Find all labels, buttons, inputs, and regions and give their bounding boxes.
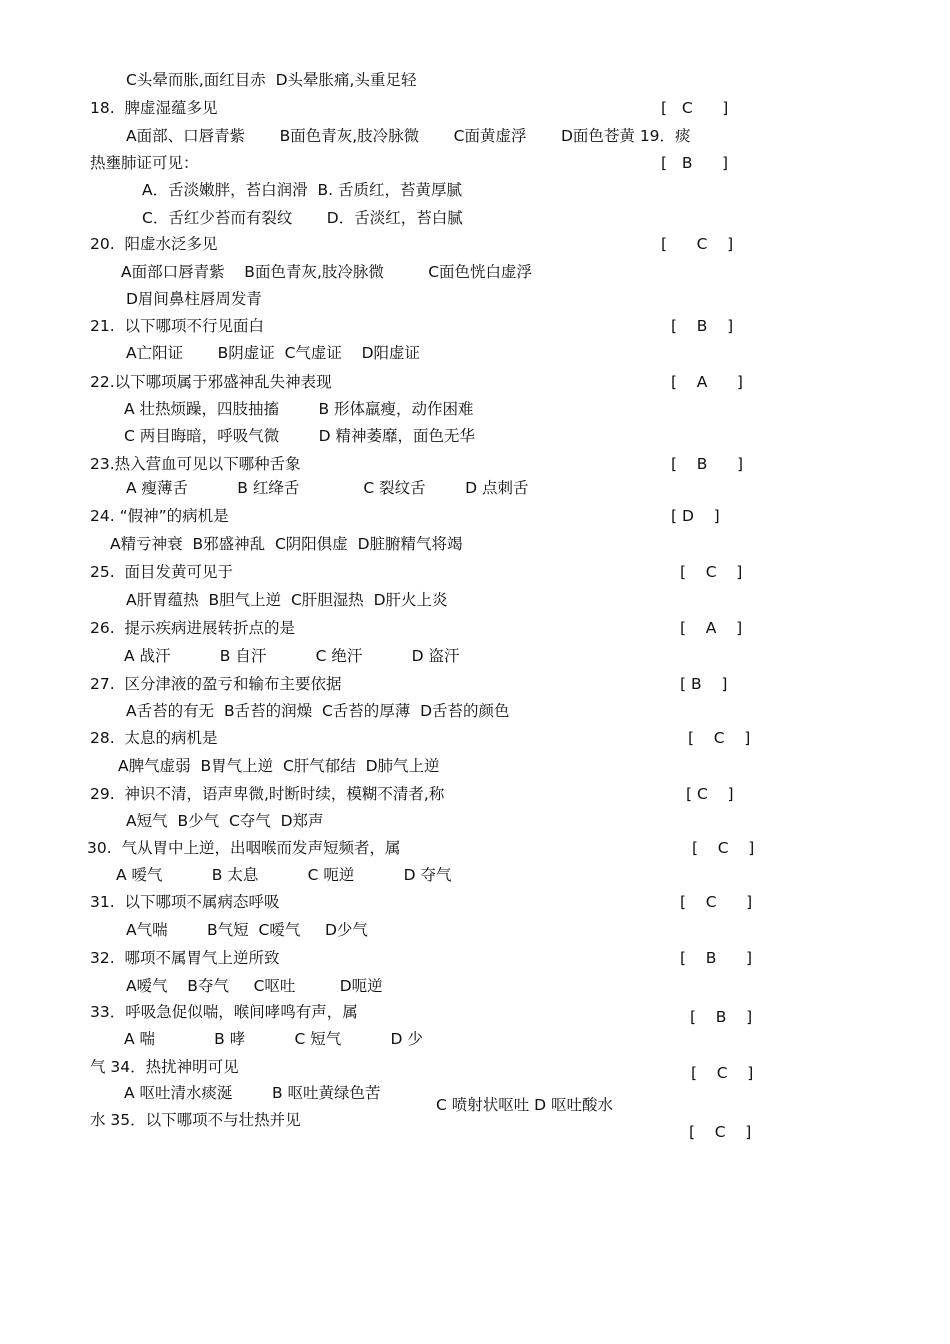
option-line: A 呕吐清水痰涎 B 呕吐黄绿色苦 (124, 1084, 381, 1102)
question-line: 气 34．热扰神明可见 (90, 1058, 239, 1076)
option-line: A 壮热烦躁，四肢抽搐 B 形体羸瘦，动作困难 (124, 400, 474, 418)
option-line: A面部、口唇青紫 B面色青灰,肢冷脉微 C面黄虚浮 D面色苍黄 19．痰 (126, 127, 691, 145)
question-line: 30. 气从胃中上逆，出咽喉而发声短频者，属 (87, 839, 401, 857)
answer-bracket: [ B ] (671, 455, 743, 473)
option-line: A．舌淡嫩胖，苔白润滑 B. 舌质红，苔黄厚腻 (142, 181, 462, 199)
question-line: 29. 神识不清，语声卑微,时断时续，模糊不清者,称 (90, 785, 445, 803)
option-line: A精亏神衰 B邪盛神乱 C阴阳俱虚 D脏腑精气将竭 (110, 535, 463, 553)
option-line: A亡阳证 B阴虚证 C气虚证 D阳虚证 (126, 344, 421, 362)
question-line: 24. “假神”的病机是 (90, 507, 229, 525)
option-line: A嗳气 B夺气 C呕吐 D呃逆 (126, 977, 383, 995)
answer-bracket: [ B ] (671, 317, 734, 335)
answer-bracket: [ C ] (680, 893, 753, 911)
answer-bracket: [ C ] (689, 1123, 752, 1141)
option-line: A脾气虚弱 B胃气上逆 C肝气郁结 D肺气上逆 (118, 757, 440, 775)
question-line: 23.热入营血可见以下哪种舌象 (90, 455, 301, 473)
answer-bracket: [ B ] (680, 949, 752, 967)
question-line: 25. 面目发黄可见于 (90, 563, 234, 581)
question-line: 31. 以下哪项不属病态呼吸 (90, 893, 280, 911)
option-line: A肝胃蕴热 B胆气上逆 C肝胆湿热 D肝火上炎 (126, 591, 448, 609)
option-line: A 嗳气 B 太息 C 呃逆 D 夺气 (116, 866, 452, 884)
option-line: C 喷射状呕吐 D 呕吐酸水 (436, 1096, 614, 1114)
answer-bracket: [ C ] (680, 563, 743, 581)
answer-bracket: [ C ] (661, 235, 734, 253)
question-line: 28. 太息的病机是 (90, 729, 218, 747)
option-line: A面部口唇青紫 B面色青灰,肢冷脉微 C面色恍白虚浮 (121, 263, 533, 281)
option-line: A气喘 B气短 C嗳气 D少气 (126, 921, 368, 939)
option-line: A短气 B少气 C夺气 D郑声 (126, 812, 324, 830)
option-line: A舌苔的有无 B舌苔的润燥 C舌苔的厚薄 D舌苔的颜色 (126, 702, 510, 720)
option-line: D眉间鼻柱唇周发青 (126, 290, 262, 308)
question-line: 32. 哪项不属胃气上逆所致 (90, 949, 280, 967)
answer-bracket: [ B ] (690, 1008, 753, 1026)
option-line: C．舌红少苔而有裂纹 D．舌淡红，苔白腻 (142, 209, 463, 227)
answer-bracket: [ C ] (688, 729, 751, 747)
option-line: A 喘 B 哮 C 短气 D 少 (124, 1030, 423, 1048)
answer-bracket: [ A ] (680, 619, 743, 637)
answer-bracket: [ C ] (692, 839, 755, 857)
option-line: C 两目晦暗，呼吸气微 D 精神萎靡，面色无华 (124, 427, 476, 445)
option-line: A 战汗 B 自汗 C 绝汗 D 盗汗 (124, 647, 460, 665)
option-line: A 瘦薄舌 B 红绛舌 C 裂纹舌 D 点刺舌 (126, 479, 529, 497)
question-line: 水 35．以下哪项不与壮热并见 (90, 1111, 301, 1129)
question-line: 20. 阳虚水泛多见 (90, 235, 218, 253)
question-line: 22.以下哪项属于邪盛神乱失神表现 (90, 373, 332, 391)
question-line: 26. 提示疾病进展转折点的是 (90, 619, 296, 637)
answer-bracket: [ B ] (661, 154, 729, 172)
question-line: 27. 区分津液的盈亏和输布主要依据 (90, 675, 342, 693)
answer-bracket: [ C ] (686, 785, 734, 803)
answer-bracket: [ C ] (691, 1064, 754, 1082)
question-line: 18. 脾虚湿蕴多见 (90, 99, 218, 117)
answer-bracket: [ B ] (680, 675, 728, 693)
question-line: 33．呼吸急促似喘，喉间哮鸣有声，属 (90, 1003, 358, 1021)
answer-bracket: [ C ] (661, 99, 729, 117)
answer-bracket: [ D ] (671, 507, 720, 525)
answer-bracket: [ A ] (671, 373, 743, 391)
question-line: 21. 以下哪项不行见面白 (90, 317, 265, 335)
question-line: 热壅肺证可见： (90, 154, 199, 172)
text-line: C头晕而胀,面红目赤 D头晕胀痛,头重足轻 (126, 71, 417, 89)
